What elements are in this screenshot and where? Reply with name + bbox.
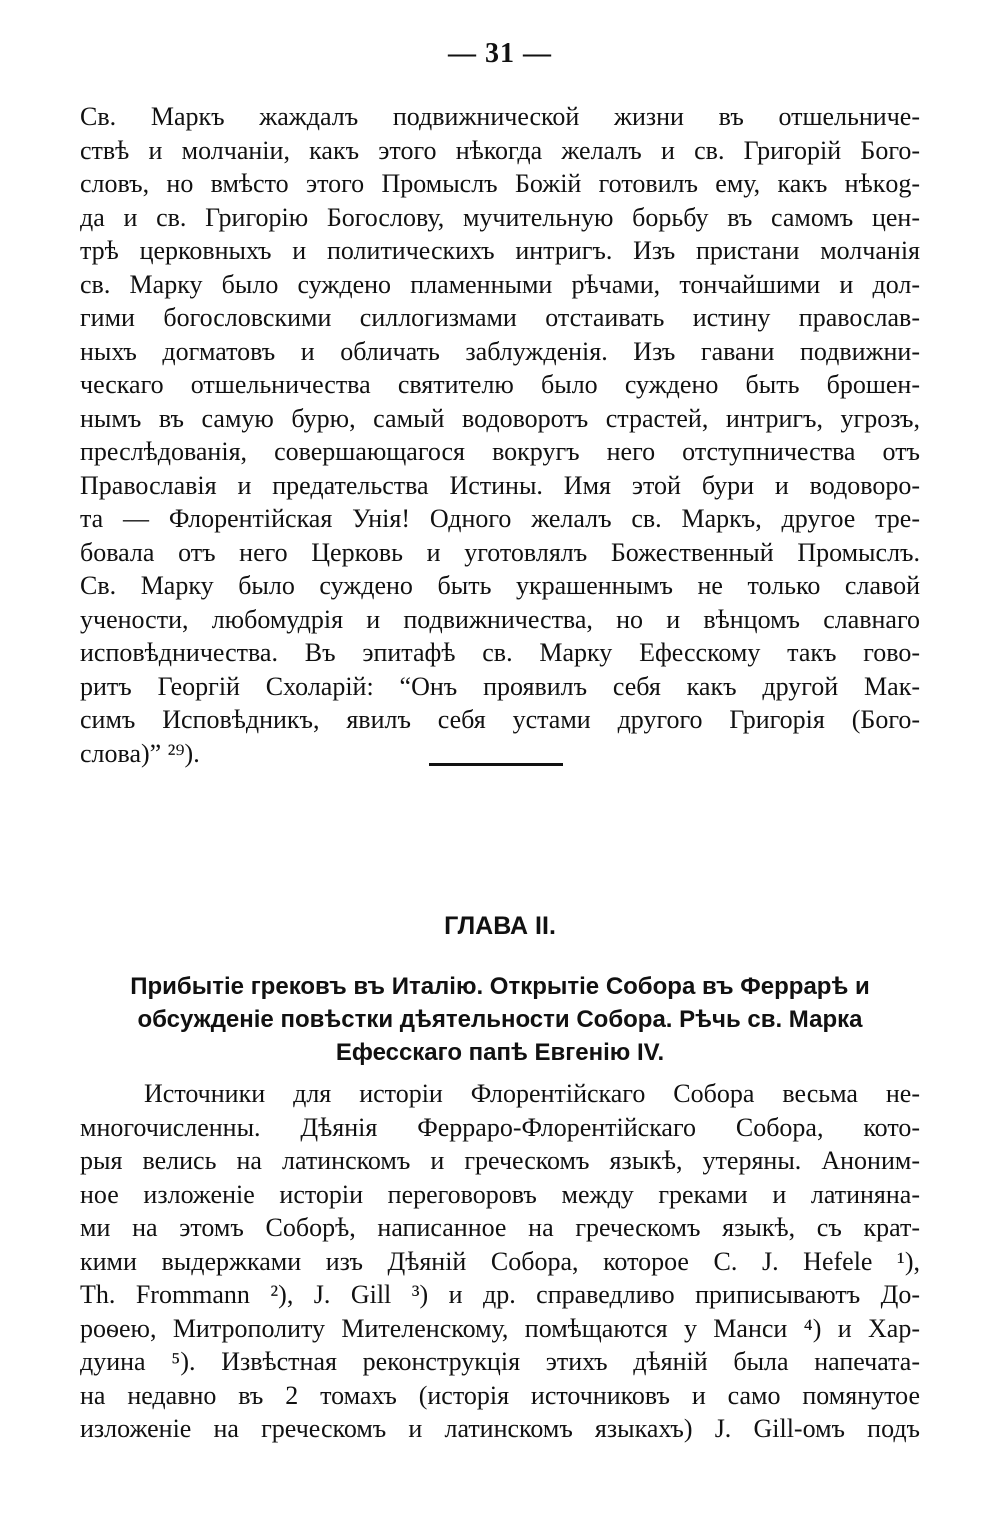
paragraph-1-line: Св. Маркъ жаждалъ подвижнической жизни въ отшельниче-: [80, 102, 920, 131]
chapter-title-line: обсужденіе повѣстки дѣятельности Собора. Рѣчь св. Марка: [137, 1006, 863, 1033]
paragraph-1-line: ческаго отшельничества святителю было суждено быть брошен-: [80, 370, 920, 399]
paragraph-2-line: Th. Frommann ²), J. Gill ³) и др. справедливо приписываютъ До-: [80, 1280, 920, 1309]
paragraph-2-line: ми на этомъ Соборѣ, написанное на греческомъ языкѣ, съ крат-: [80, 1213, 920, 1242]
paragraph-1-line: Св. Марку было суждено быть украшеннымъ не только славой: [80, 571, 920, 600]
paragraph-1-line: симъ Исповѣдникъ, явилъ себя устами другого Григорія (Бого-: [80, 705, 920, 734]
paragraph-1-line: Православія и предательства Истины. Имя этой бури и водоворо-: [80, 470, 920, 500]
paragraph-1-line: та — Флорентійская Унія! Одного желалъ св. Маркъ, другое тре-: [80, 504, 920, 533]
paragraph-1-line: ныхъ догматовъ и обличать заблужденія. Изъ гавани подвижни-: [80, 336, 920, 366]
paragraph-1-line: гими богословскими силлогизмами отстаивать истину православ-: [80, 303, 920, 332]
paragraph-1-line: учености, любомудрія и подвижничества, но и вѣнцомъ славнаго: [80, 604, 920, 634]
paragraph-1-line: преслѣдованія, совершающагося вокругъ него отступничества отъ: [80, 437, 920, 466]
paragraph-2-line: дуина ⁵). Извѣстная реконструкція этихъ дѣяній была напечата-: [80, 1347, 920, 1376]
paragraph-2: [80, 1077, 920, 1446]
chapter-title: [80, 970, 920, 1069]
paragraph-1-line: трѣ церковныхъ и политическихъ интригъ. Изъ пристани молчанія: [80, 236, 920, 265]
paragraph-2-line: кими выдержками изъ Дѣяній Собора, которое C. J. Hefele ¹),: [80, 1246, 920, 1276]
paragraph-1-line: да и св. Григорію Богослову, мучительную борьбу въ самомъ цен-: [80, 202, 920, 232]
paragraph-2-line: роѳею, Митрополиту Мителенскому, помѣщаются у Манси ⁴) и Хар-: [80, 1313, 920, 1343]
chapter-title-line: Прибытіе грековъ въ Италію. Открытіе Собора въ Феррарѣ и: [130, 973, 870, 1000]
paragraph-1-line: бовала отъ него Церковь и уготовлялъ Божественный Промыслъ.: [80, 537, 920, 567]
paragraph-1-line: нымъ въ самую бурю, самый водоворотъ страстей, интригъ, угрозъ,: [80, 403, 920, 433]
paragraph-2-line: ное изложеніе исторіи переговоровъ между греками и латинянa-: [80, 1179, 920, 1209]
page-number: — 31 —: [448, 38, 552, 69]
paragraph-2-line: изложеніе на греческомъ и латинскомъ языкахъ) J. Gill-омъ подъ: [80, 1414, 920, 1443]
paragraph-1-line: св. Марку было суждено пламенными рѣчами, тончайшими и дол-: [80, 269, 920, 299]
paragraph-1-line: слова)” ²⁹).: [80, 738, 200, 768]
paragraph-1-line: словъ, но вмѣсто этого Промыслъ Божій готовилъ ему, какъ нѣкog-: [80, 169, 920, 198]
chapter-heading: ГЛАВА II.: [444, 912, 556, 940]
paragraph-2-line: многочисленны. Дѣянія Ферраро-Флорентійскаго Собора, кото-: [80, 1112, 920, 1142]
paragraph-1-line: ствѣ и молчаніи, какъ этого нѣкогда желалъ и св. Григорій Бого-: [80, 135, 920, 165]
paragraph-2-line: Источники для исторіи Флорентійскаго Собора весьма не-: [144, 1079, 920, 1108]
paragraph-2-line: рыя велись на латинскомъ и греческомъ языкѣ, утеряны. Аноним-: [80, 1146, 920, 1175]
paragraph-1-line: исповѣдничества. Въ эпитафѣ св. Марку Ефесскому такъ гово-: [80, 638, 920, 667]
section-divider: [429, 763, 563, 766]
paragraph-2-line: на недавно въ 2 томахъ (исторія источниковъ и само помянутое: [80, 1380, 920, 1410]
chapter-title-line: Ефесскаго папѣ Евгенію IV.: [335, 1039, 665, 1066]
paragraph-1: [80, 100, 920, 770]
paragraph-1-line: ритъ Георгій Схоларій: “Онъ проявилъ себя какъ другой Мак-: [80, 671, 920, 701]
